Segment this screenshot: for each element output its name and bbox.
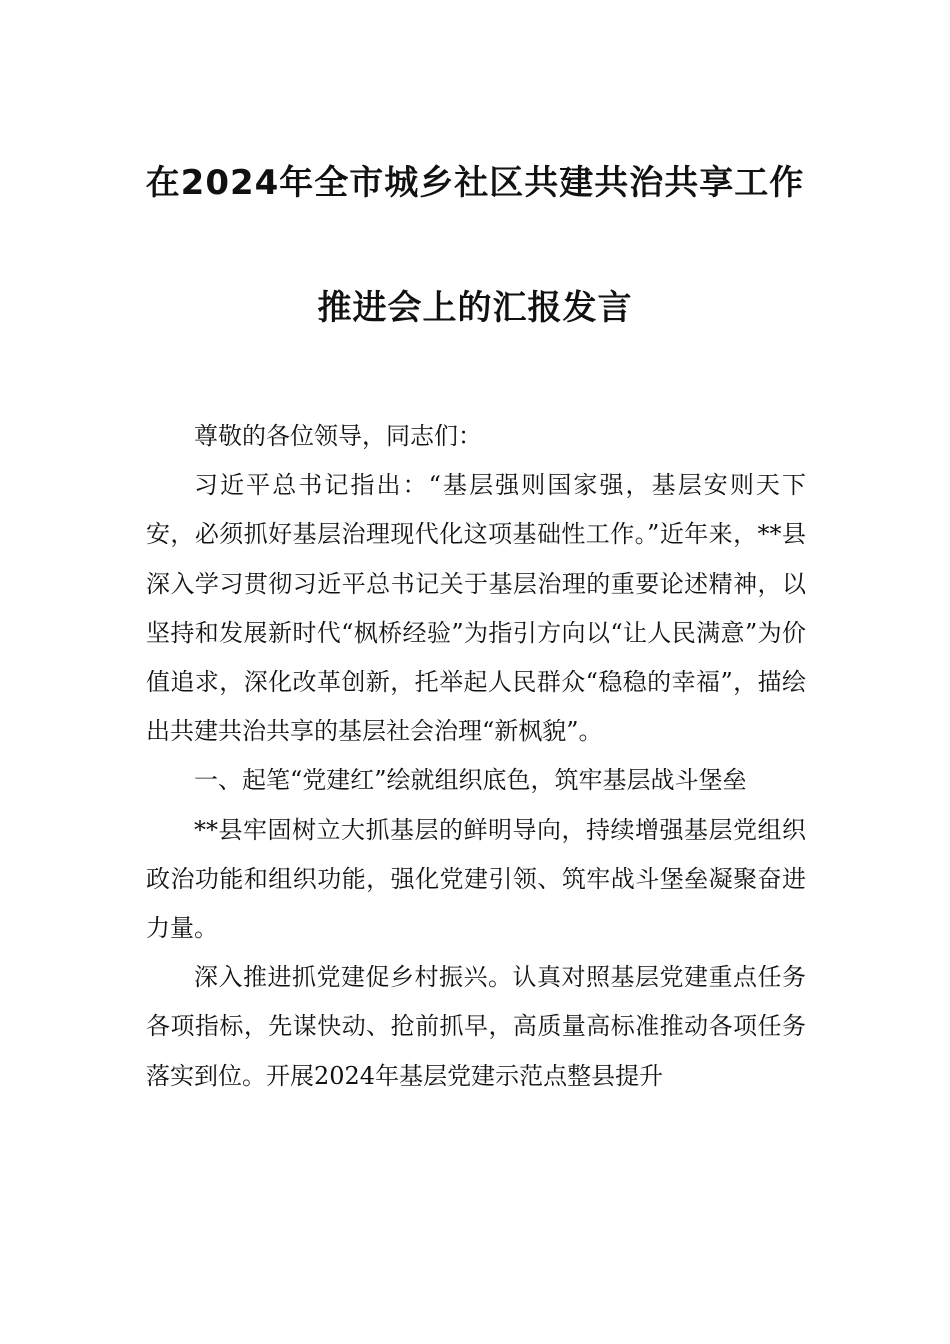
paragraph: 深入推进抓党建促乡村振兴。认真对照基层党建重点任务各项指标，先谋快动、抢前抓早，高质量高标准推动各项任务落实到位。开展2024年基层党建示范点整县提升 (146, 963, 806, 1090)
paragraph: 习近平总书记指出：“基层强则国家强，基层安则天下安，必须抓好基层治理现代化这项基础性工作。”近年来，**县深入学习贯彻习近平总书记关于基层治理的重要论述精神，以坚持和发展新时代“枫桥经验”为指引方向以“让人民满意”为价值追求，深化改革创新，托举起人民群众“稳稳的幸福”，描绘出共建共治共享的基层社会治理“新枫貌”。 (146, 471, 806, 746)
salutation: 尊敬的各位领导，同志们： (194, 422, 482, 450)
paragraph: **县牢固树立大抓基层的鲜明导向，持续增强基层党组织政治功能和组织功能，强化党建引领、筑牢战斗堡垒凝聚奋进力量。 (146, 815, 806, 943)
document-title-line-1: 在2024年全市城乡社区共建共治共享工作 (145, 163, 805, 203)
section-heading: 一、起笔“党建红”绘就组织底色，筑牢基层战斗堡垒 (194, 766, 747, 795)
document-body (146, 412, 806, 1101)
document-title-line-2: 推进会上的汇报发言 (317, 288, 633, 328)
